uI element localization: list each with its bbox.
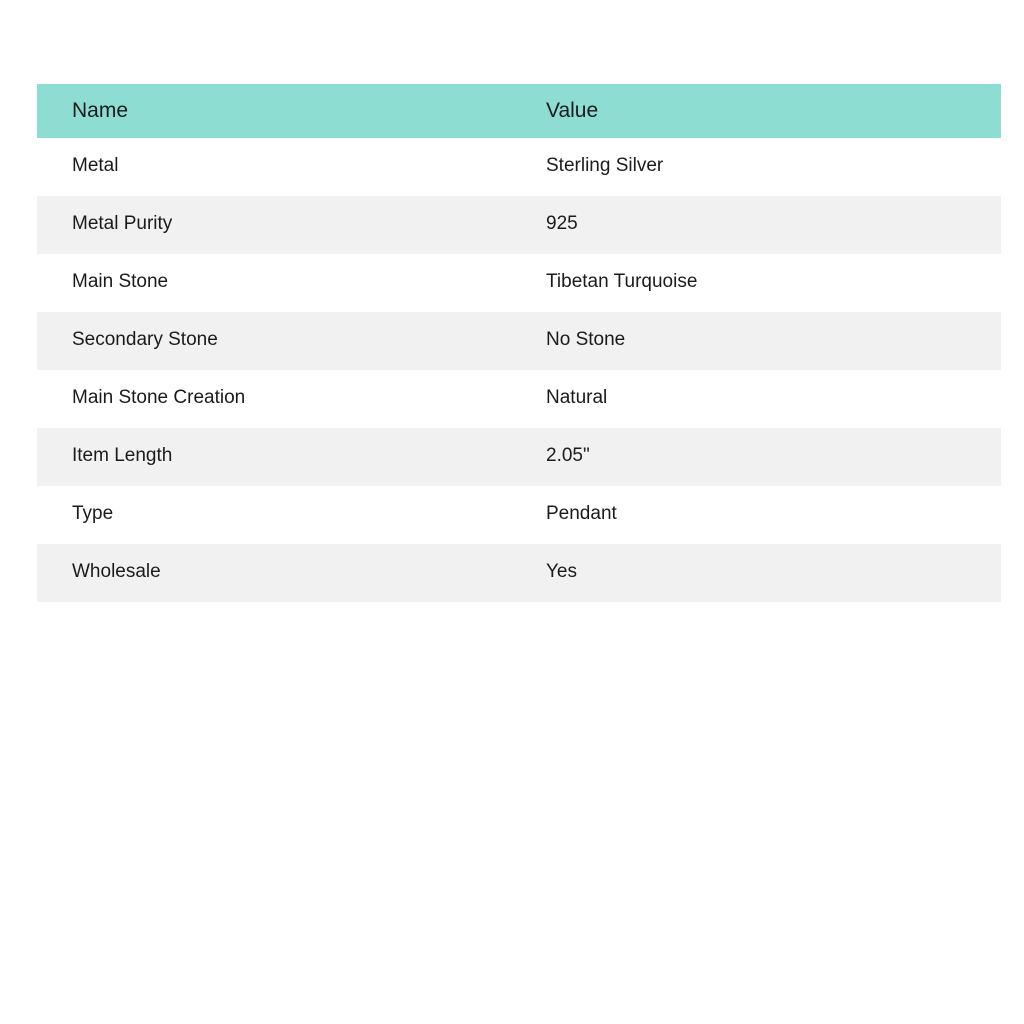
row-name: Type xyxy=(37,486,524,544)
table-row xyxy=(37,544,1001,602)
table-row xyxy=(37,196,1001,254)
table-row xyxy=(37,254,1001,312)
row-value: Tibetan Turquoise xyxy=(524,254,1001,312)
row-value: Pendant xyxy=(524,486,1001,544)
table-row xyxy=(37,486,1001,544)
specification-table xyxy=(37,84,1001,602)
table-row xyxy=(37,428,1001,486)
column-header-name: Name xyxy=(37,84,524,138)
row-value: Yes xyxy=(524,544,1001,602)
table-row xyxy=(37,312,1001,370)
row-name: Main Stone Creation xyxy=(37,370,524,428)
column-header-value: Value xyxy=(524,84,1001,138)
table-row xyxy=(37,138,1001,196)
row-name: Main Stone xyxy=(37,254,524,312)
table-body xyxy=(37,138,1001,602)
row-value: 925 xyxy=(524,196,1001,254)
table-row xyxy=(37,370,1001,428)
table-header xyxy=(37,84,1001,138)
row-name: Wholesale xyxy=(37,544,524,602)
row-name: Metal xyxy=(37,138,524,196)
row-name: Secondary Stone xyxy=(37,312,524,370)
row-name: Metal Purity xyxy=(37,196,524,254)
table-header-row xyxy=(37,84,1001,138)
row-value: Natural xyxy=(524,370,1001,428)
row-value: Sterling Silver xyxy=(524,138,1001,196)
row-value: 2.05" xyxy=(524,428,1001,486)
row-name: Item Length xyxy=(37,428,524,486)
row-value: No Stone xyxy=(524,312,1001,370)
